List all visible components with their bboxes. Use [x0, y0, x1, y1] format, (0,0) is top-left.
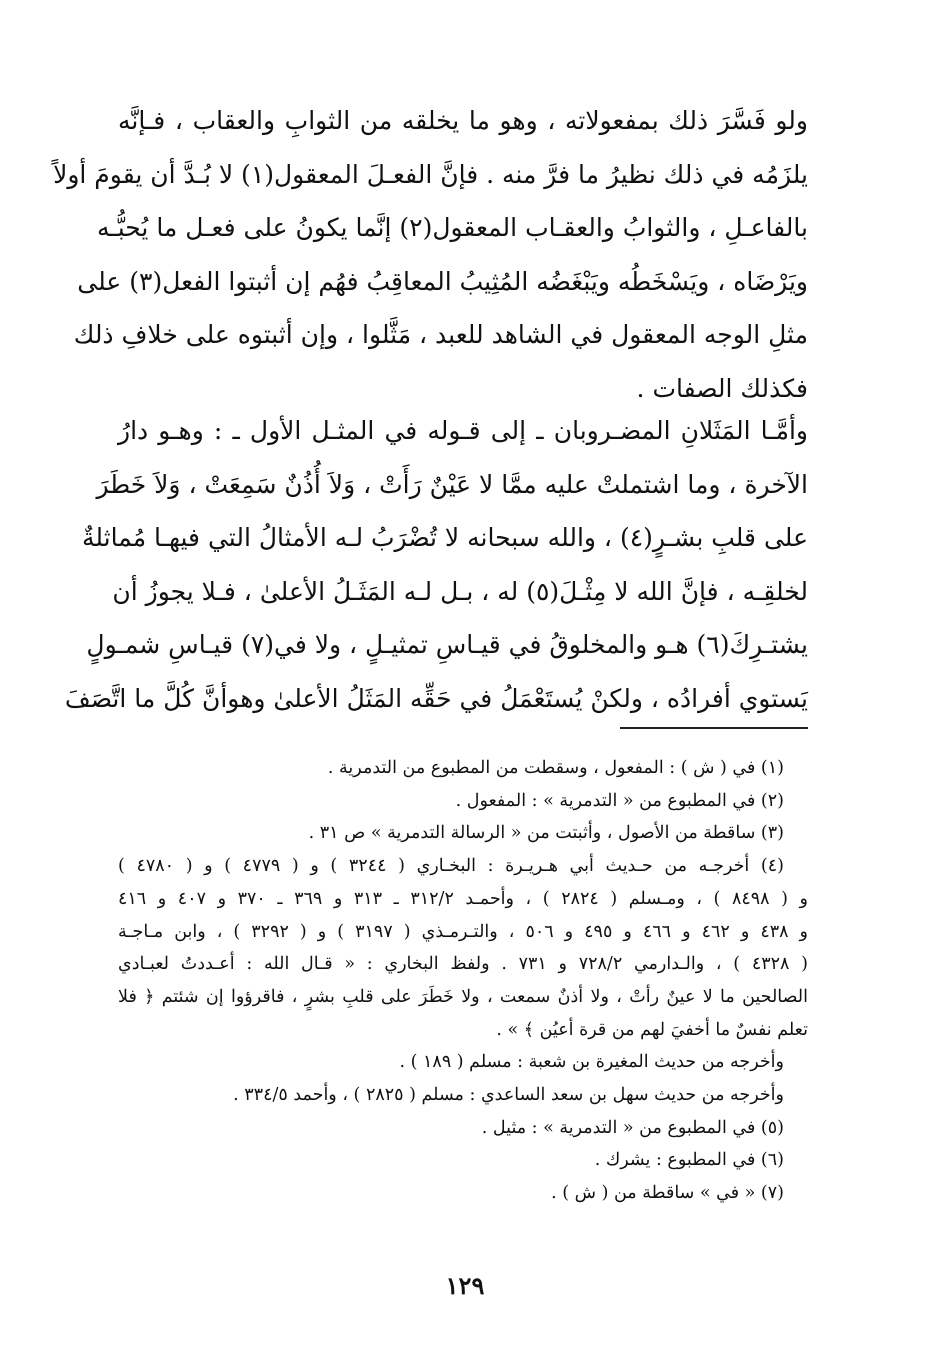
paragraph-1	[53, 94, 808, 415]
footnote-continuation: الصالحين ما لا عينٌ رأتْ ، ولا أذنٌ سمعت ، ولا خَطَرَ على قلبِ بشرٍ ، فاقرؤوا إن شئتم ﴿ فلا	[118, 986, 808, 1007]
text-line: على قلبِ بشـرٍ(٤) ، والله سبحانه لا تُضْرَبُ لـه الأمثالُ التي فيهـا مُماثلةٌ	[82, 523, 808, 552]
text-line: لخلقِـه ، فإنَّ الله لا مِثْـلَ(٥) له ، بـل لـه المَثَـلُ الأعلىٰ ، فـلا يجوزُ أن	[112, 576, 808, 606]
text-line: يلزَمُه في ذلك نظيرُ ما فرَّ منه . فإنَّ الفعـلَ المعقول(١) لا بُـدَّ أن يقومَ أولاً	[53, 159, 808, 189]
text-line: وأمَّـا المَثَلانِ المضـروبان ـ إلى قـوله في المثـل الأول ـ : وهـو دارُ	[118, 416, 808, 445]
footnote-item: (٧) « في » ساقطة من ( ش ) .	[551, 1183, 784, 1204]
text-line: الآخرة ، وما اشتملتْ عليه ممَّا لا عَيْنٌ رَأَتْ ، وَلاَ أُذُنٌ سَمِعَتْ ، وَلاَ خَطَرَ	[96, 469, 808, 499]
footnote-item: (٦) في المطبوع : يشرك .	[594, 1150, 784, 1171]
footnote-item: (٣) ساقطة من الأصول ، وأثبتت من « الرسالة التدمرية » ص ٣١ .	[308, 823, 784, 844]
footnote-item: (١) في ( ش ) : المفعول ، وسقطت من المطبوع من التدمرية .	[327, 758, 784, 778]
text-line: بالفاعـلِ ، والثوابُ والعقـاب المعقول(٢) إنَّما يكونُ على فعـل ما يُحبُّـه	[97, 213, 808, 242]
footnote-continuation: وأخرجه من حديث سهل بن سعد الساعدي : مسلم ( ٢٨٢٥ ) ، وأحمد ٣٣٤/٥ .	[233, 1085, 784, 1106]
footnote-divider	[620, 727, 808, 729]
text-line: يَستوي أفرادُه ، ولكنْ يُستَعْمَلُ في حَقِّه المَثَلُ الأعلىٰ وهوأنَّ كُلَّ ما اتَّصَفَ	[64, 683, 808, 713]
paragraph-2	[64, 404, 808, 725]
text-line: مثلِ الوجه المعقول في الشاهد للعبد ، مَثَّلوا ، وإن أثبتوه على خلافِ ذلك	[73, 320, 808, 349]
footnote-continuation: وأخرجه من حديث المغيرة بن شعبة : مسلم ( ١٨٩ ) .	[399, 1052, 784, 1073]
footnote-item: (٤) أخرجـه من حـديث أبي هـريـرة : البخـاري ( ٣٢٤٤ ) و ( ٤٧٧٩ ) و ( ٤٧٨٠ )	[118, 856, 784, 877]
text-line: ولو فَسَّرَ ذلك بمفعولاته ، وهو ما يخلقه من الثوابِ والعقاب ، فـإنَّه	[118, 106, 808, 135]
footnote-continuation: و ( ٨٤٩٨ ) ، ومـسلم ( ٢٨٢٤ ) ، وأحمـد ٣١٢/٢ ـ ٣١٣ و ٣٦٩ ـ ٣٧٠ و ٤٠٧ و ٤١٦	[118, 888, 808, 909]
footnote-continuation: و ٤٣٨ و ٤٦٢ و ٤٦٦ و ٤٩٥ و ٥٠٦ ، والتـرمـذي ( ٣١٩٧ ) و ( ٣٢٩٢ ) ، وابن مـاجـة	[118, 921, 808, 942]
text-line: ويَرْضَاه ، ويَسْخَطُه ويَبْغَضُه المُثِيبُ المعاقِبُ فهُم إن أثبتوا الفعل(٣) على	[77, 266, 808, 296]
footnote-item: (٢) في المطبوع من « التدمرية » : المفعول .	[455, 790, 784, 811]
footnote-continuation: ( ٤٣٢٨ ) ، والـدارمي ٧٢٨/٢ و ٧٣١ . ولفظ البخاري : « قـال الله : أعـددتُ لعبـادي	[118, 954, 808, 975]
footnotes-list	[118, 752, 808, 1210]
footnote-item: (٥) في المطبوع من « التدمرية » : مثيل .	[481, 1117, 784, 1138]
page-number: ١٢٩	[445, 1271, 485, 1300]
text-line: فكذلك الصفات .	[636, 373, 808, 403]
footnote-continuation: تعلم نفسٌ ما أخفيَ لهم من قرة أعيُن ﴾ » .	[496, 1019, 808, 1040]
text-line: يشتـرِكَ(٦) هـو والمخلوقُ في قيـاسِ تمثيـلٍ ، ولا في(٧) قيـاسِ شمـولٍ	[86, 630, 808, 659]
